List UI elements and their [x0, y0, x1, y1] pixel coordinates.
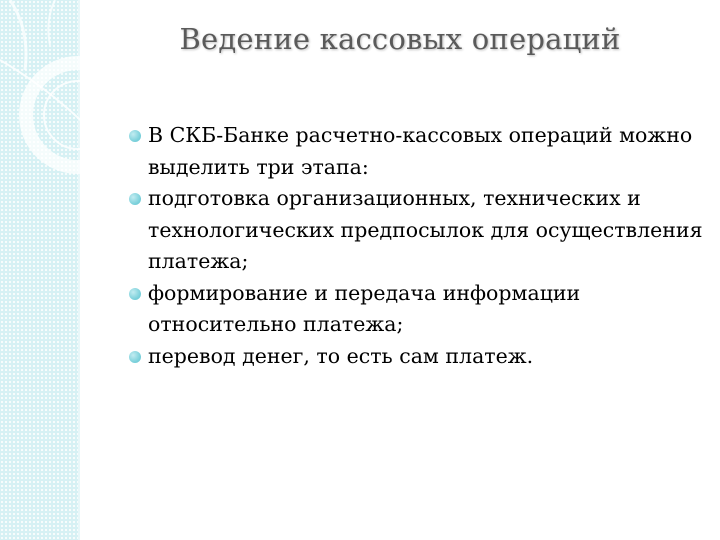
bullet-text: В СКБ-Банке расчетно-кассовых операций можно выделить три этапа: — [148, 123, 693, 179]
bullet-item — [130, 183, 705, 278]
slide-title: Ведение кассовых операций — [179, 22, 621, 56]
bullet-list — [130, 120, 705, 372]
bullet-text: формирование и передача информации относительно платежа; — [148, 280, 581, 336]
bullet-icon — [129, 288, 141, 300]
bullet-text: перевод денег, то есть сам платеж. — [148, 343, 534, 368]
bullet-item — [130, 278, 705, 341]
bullet-item — [130, 120, 705, 183]
bullet-icon — [129, 130, 141, 142]
bullet-icon — [129, 193, 141, 205]
bullet-item — [130, 341, 705, 373]
bullet-icon — [129, 351, 141, 363]
bullet-text: подготовка организационных, технических и технологических предпосылок для осуществления платежа; — [148, 186, 703, 273]
